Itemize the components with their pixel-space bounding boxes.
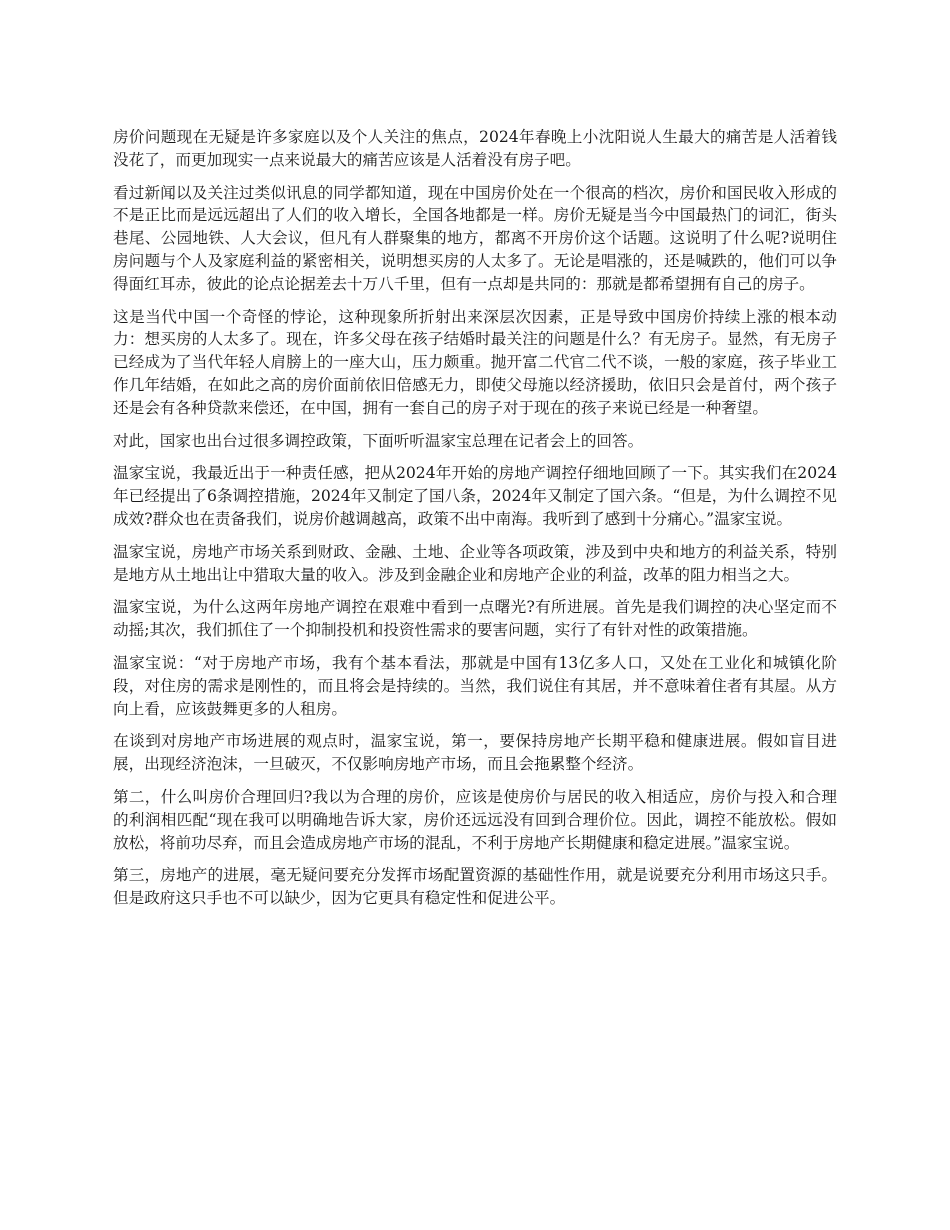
- paragraph-2: 看过新闻以及关注过类似讯息的同学都知道，现在中国房价处在一个很高的档次，房价和国民收入形成的不是正比而是远远超出了人们的收入增长，全国各地都是一样。房价无疑是当今中国最热门的词汇，街头巷尾、公园地铁、人大会议，但凡有人群聚集的地方，都离不开房价这个话题。这说明了什么呢?说明住房问题与个人及家庭利益的紧密相关，说明想买房的人太多了。无论是唱涨的，还是喊跌的，他们可以争得面红耳赤，彼此的论点论据差去十万八千里，但有一点却是共同的：那就是都希望拥有自己的房子。: [113, 183, 837, 293]
- paragraph-11: 第三，房地产的进展，毫无疑问要充分发挥市场配置资源的基础性作用，就是说要充分利用市场这只手。但是政府这只手也不可以缺少，因为它更具有稳定性和促进公平。: [113, 866, 837, 908]
- paragraph-5: 温家宝说，我最近出于一种责任感，把从2024年开始的房地产调控仔细地回顾了一下。其实我们在2024年已经提出了6条调控措施，2024年又制定了国八条，2024年又制定了国六条。“但是，为什么调控不见成效?群众也在责备我们，说房价越调越高，政策不出中南海。我听到了感到十分痛心。”温家宝说。: [113, 464, 837, 528]
- paragraph-3: 这是当代中国一个奇怪的悖论，这种现象所折射出来深层次因素，正是导致中国房价持续上涨的根本动力：想买房的人太多了。现在，许多父母在孩子结婚时最关注的问题是什么？有无房子。显然，有无房子已经成为了当代年轻人肩膀上的一座大山，压力颇重。抛开富二代官二代不谈，一般的家庭，孩子毕业工作几年结婚，在如此之高的房价面前依旧倍感无力，即使父母施以经济援助，依旧只会是首付，两个孩子还是会有各种贷款来偿还，在中国，拥有一套自己的房子对于现在的孩子来说已经是一种奢望。: [113, 307, 837, 417]
- paragraph-6: 温家宝说，房地产市场关系到财政、金融、土地、企业等各项政策，涉及到中央和地方的利益关系，特别是地方从土地出让中猎取大量的收入。涉及到金融企业和房地产企业的利益，改革的阻力相当之大。: [113, 542, 837, 584]
- paragraph-8: 温家宝说：“对于房地产市场，我有个基本看法，那就是中国有13亿多人口，又处在工业化和城镇化阶段，对住房的需求是刚性的，而且将会是持续的。当然，我们说住有其居，并不意味着住者有其屋。从方向上看，应该鼓舞更多的人租房。: [113, 653, 837, 718]
- paragraph-1: 房价问题现在无疑是许多家庭以及个人关注的焦点，2024年春晚上小沈阳说人生最大的痛苦是人活着钱没花了，而更加现实一点来说最大的痛苦应该是人活着没有房子吧。: [113, 128, 837, 169]
- paragraph-4: 对此，国家也出台过很多调控政策，下面听听温家宝总理在记者会上的回答。: [113, 431, 644, 450]
- paragraph-7: 温家宝说，为什么这两年房地产调控在艰难中看到一点曙光?有所进展。首先是我们调控的决心坚定而不动摇;其次，我们抓住了一个抑制投机和投资性需求的要害问题，实行了有针对性的政策措施。: [113, 598, 837, 640]
- document-body: [113, 126, 837, 920]
- paragraph-9: 在谈到对房地产市场进展的观点时，温家宝说，第一，要保持房地产长期平稳和健康进展。假如盲目进展，出现经济泡沫，一旦破灭，不仅影响房地产市场，而且会拖累整个经济。: [113, 732, 837, 774]
- paragraph-10: 第二，什么叫房价合理回归?我以为合理的房价，应该是使房价与居民的收入相适应，房价与投入和合理的利润相匹配“现在我可以明确地告诉大家，房价还远远没有回到合理价位。因此，调控不能放松。假如放松，将前功尽弃，而且会造成房地产市场的混乱，不利于房地产长期健康和稳定进展。”温家宝说。: [113, 787, 837, 852]
